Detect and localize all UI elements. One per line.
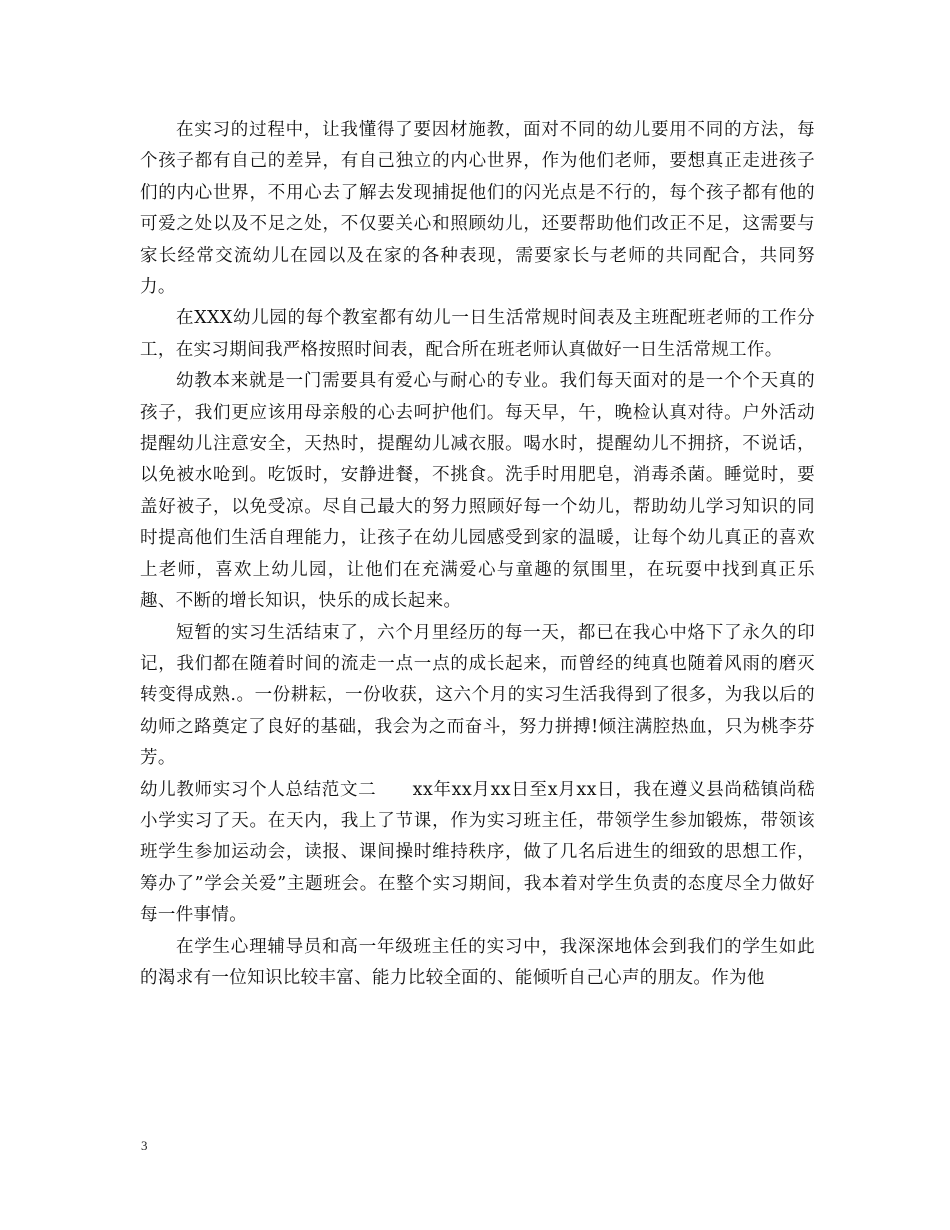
paragraph-1: 在实习的过程中，让我懂得了要因材施教，面对不同的幼儿要用不同的方法，每个孩子都有自己的差异，有自己独立的内心世界，作为他们老师，要想真正走进孩子们的内心世界，不用心去了解去发现捕捉他们的闪光点是不行的，每个孩子都有他的可爱之处以及不足之处，不仅要关心和照顾幼儿，还要帮助他们改正不足，这需要与家长经常交流幼儿在园以及在家的各种表现，需要家长与老师的共同配合，共同努力。 [140, 120, 815, 298]
paragraph-5-section-heading: 幼儿教师实习个人总结范文二 xx年xx月xx日至x月xx日，我在遵义县尚嵇镇尚嵇小学实习了天。在天内，我上了节课，作为实习班主任，带领学生参加锻炼，带领该班学生参加运动会，读报、课间操时维持秩序，做了几名后进生的细致的思想工作，筹办了”学会关爱”主题班会。在整个实习期间，我本着对学生负责的态度尽全力做好每一件事情。 [140, 779, 815, 926]
paragraph-4: 短暂的实习生活结束了，六个月里经历的每一天，都已在我心中烙下了永久的印记，我们都在随着时间的流走一点一点的成长起来，而曾经的纯真也随着风雨的磨灭转变得成熟.。一份耕耘，一份收获，这六个月的实习生活我得到了很多，为我以后的幼师之路奠定了良好的基础，我会为之而奋斗，努力拼搏!倾注满腔热血，只为桃李芬芳。 [140, 622, 815, 769]
page-number: 3 [141, 1138, 148, 1153]
body-text [140, 115, 815, 994]
paragraph-3: 幼教本来就是一门需要具有爱心与耐心的专业。我们每天面对的是一个个天真的孩子，我们更应该用母亲般的心去呵护他们。每天早，午，晚检认真对待。户外活动提醒幼儿注意安全，天热时，提醒幼儿减衣服。喝水时，提醒幼儿不拥挤，不说话，以免被水呛到。吃饭时，安静进餐，不挑食。洗手时用肥皂，消毒杀菌。睡觉时，要盖好被子，以免受凉。尽自己最大的努力照顾好每一个幼儿，帮助幼儿学习知识的同时提高他们生活自理能力，让孩子在幼儿园感受到家的温暖，让每个幼儿真正的喜欢上老师，喜欢上幼儿园，让他们在充满爱心与童趣的氛围里，在玩耍中找到真正乐趣、不断的增长知识，快乐的成长起来。 [140, 371, 815, 612]
paragraph-2: 在XXX幼儿园的每个教室都有幼儿一日生活常规时间表及主班配班老师的工作分工，在实习期间我严格按照时间表，配合所在班老师认真做好一日生活常规工作。 [140, 308, 815, 360]
paragraph-6: 在学生心理辅导员和高一年级班主任的实习中，我深深地体会到我们的学生如此的渴求有一位知识比较丰富、能力比较全面的、能倾听自己心声的朋友。作为他 [140, 936, 815, 988]
